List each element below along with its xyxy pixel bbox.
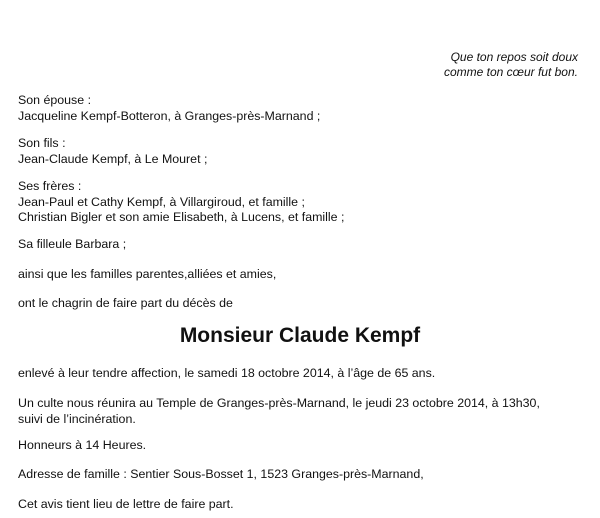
son-name: Jean-Claude Kempf, à Le Mouret ; [18,151,208,166]
brothers-heading: Ses frères : [18,179,82,193]
epigraph-line-1: Que ton repos soit doux [450,50,578,64]
passing-text: enlevé à leur tendre affection, le samedi 18 octobre 2014, à l’âge de 65 ans. [18,366,436,380]
epigraph [444,50,578,80]
announcement-line [18,296,588,312]
epigraph-line-2: comme ton cœur fut bon. [443,65,578,79]
notice-text: Cet avis tient lieu de lettre de faire part. [18,497,234,511]
brother-2: Christian Bigler et son amie Elisabeth, à Lucens, et famille ; [18,210,345,224]
spouse-name: Jacqueline Kempf-Botteron, à Granges-près-Marnand ; [18,108,321,123]
address-line [18,467,588,483]
honours-line [18,438,588,454]
passing-line [18,366,588,382]
service-line-2: suivi de l’incinération. [18,411,136,426]
honours-text: Honneurs à 14 Heures. [18,438,147,452]
goddaughter-text: Sa filleule Barbara ; [18,237,127,251]
deceased-name: Monsieur Claude Kempf [179,324,421,347]
notice-line [18,497,588,513]
families-line [18,267,588,283]
announcement-text: ont le chagrin de faire part du décès de [18,296,233,310]
address-text: Adresse de famille : Sentier Sous-Bosset 1, 1523 Granges-près-Marnand, [18,467,424,481]
service-line-1: Un culte nous réunira au Temple de Granges-près-Marnand, le jeudi 23 octobre 2014, à 13h30, [18,396,540,410]
service-block [18,396,588,427]
brother-1: Jean-Paul et Cathy Kempf, à Villargiroud, et famille ; [18,194,305,209]
spouse-block [18,93,588,124]
families-text: ainsi que les familles parentes,alliées et amies, [18,267,277,281]
son-heading: Son fils : [18,136,66,150]
son-block [18,136,588,167]
goddaughter-line [18,237,588,253]
spouse-heading: Son épouse : [18,93,92,107]
brothers-block [18,179,588,226]
